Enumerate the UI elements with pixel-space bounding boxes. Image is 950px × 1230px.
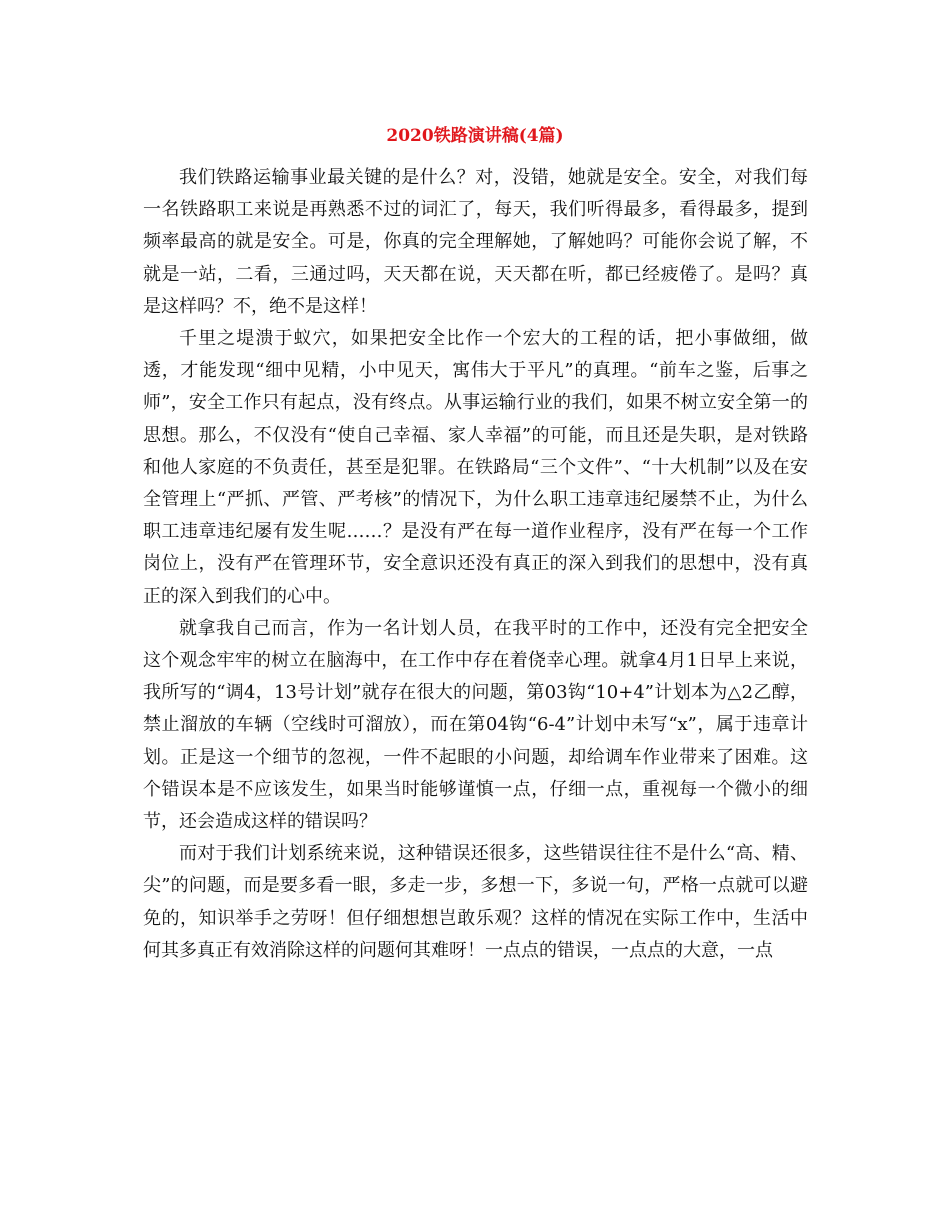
paragraph-4: 而对于我们计划系统来说，这种错误还很多，这些错误往往不是什么“高、精、尖”的问题，而是要多看一眼，多走一步，多想一下，多说一句，严格一点就可以避免的，知识举手之劳呀！但仔细想想岂敢乐观？这样的情况在实际工作中，生活中何其多真正有效消除这样的问题何其难呀！一点点的错误，一点点的大意，一点 — [143, 843, 808, 961]
document-title: 2020铁路演讲稿(4篇) — [386, 126, 564, 146]
paragraph-3: 就拿我自己而言，作为一名计划人员，在我平时的工作中，还没有完全把安全这个观念牢牢的树立在脑海中，在工作中存在着侥幸心理。就拿4月1日早上来说，我所写的“调4，13号计划”就存在很大的问题，第03钩“10+4”计划本为△2乙醇，禁止溜放的车辆（空线时可溜放），而在第04钩“6-4”计划中未写“x”，属于违章计划。正是这一个细节的忽视，一件不起眼的小问题，却给调车作业带来了困难。这个错误本是不应该发生，如果当时能够谨慎一点，仔细一点，重视每一个微小的细节，还会造成这样的错误吗？ — [143, 617, 808, 833]
document-body — [143, 162, 808, 967]
paragraph-2: 千里之堤溃于蚁穴，如果把安全比作一个宏大的工程的话，把小事做细，做透，才能发现“细中见精，小中见天，寓伟大于平凡”的真理。“前车之鉴，后事之师”，安全工作只有起点，没有终点。从事运输行业的我们，如果不树立安全第一的思想。那么，不仅没有“使自己幸福、家人幸福”的可能，而且还是失职，是对铁路和他人家庭的不负责任，甚至是犯罪。在铁路局“三个文件”、“十大机制”以及在安全管理上“严抓、严管、严考核”的情况下，为什么职工违章违纪屡禁不止，为什么职工违章违纪屡有发生呢……？是没有严在每一道作业程序，没有严在每一个工作岗位上，没有严在管理环节，安全意识还没有真正的深入到我们的思想中，没有真正的深入到我们的心中。 — [143, 328, 808, 607]
paragraph-1: 我们铁路运输事业最关键的是什么？对，没错，她就是安全。安全，对我们每一名铁路职工来说是再熟悉不过的词汇了，每天，我们听得最多，看得最多，提到频率最高的就是安全。可是，你真的完全理解她，了解她吗？可能你会说了解，不就是一站，二看，三通过吗，天天都在说，天天都在听，都已经疲倦了。是吗？真是这样吗？不，绝不是这样！ — [143, 167, 808, 317]
